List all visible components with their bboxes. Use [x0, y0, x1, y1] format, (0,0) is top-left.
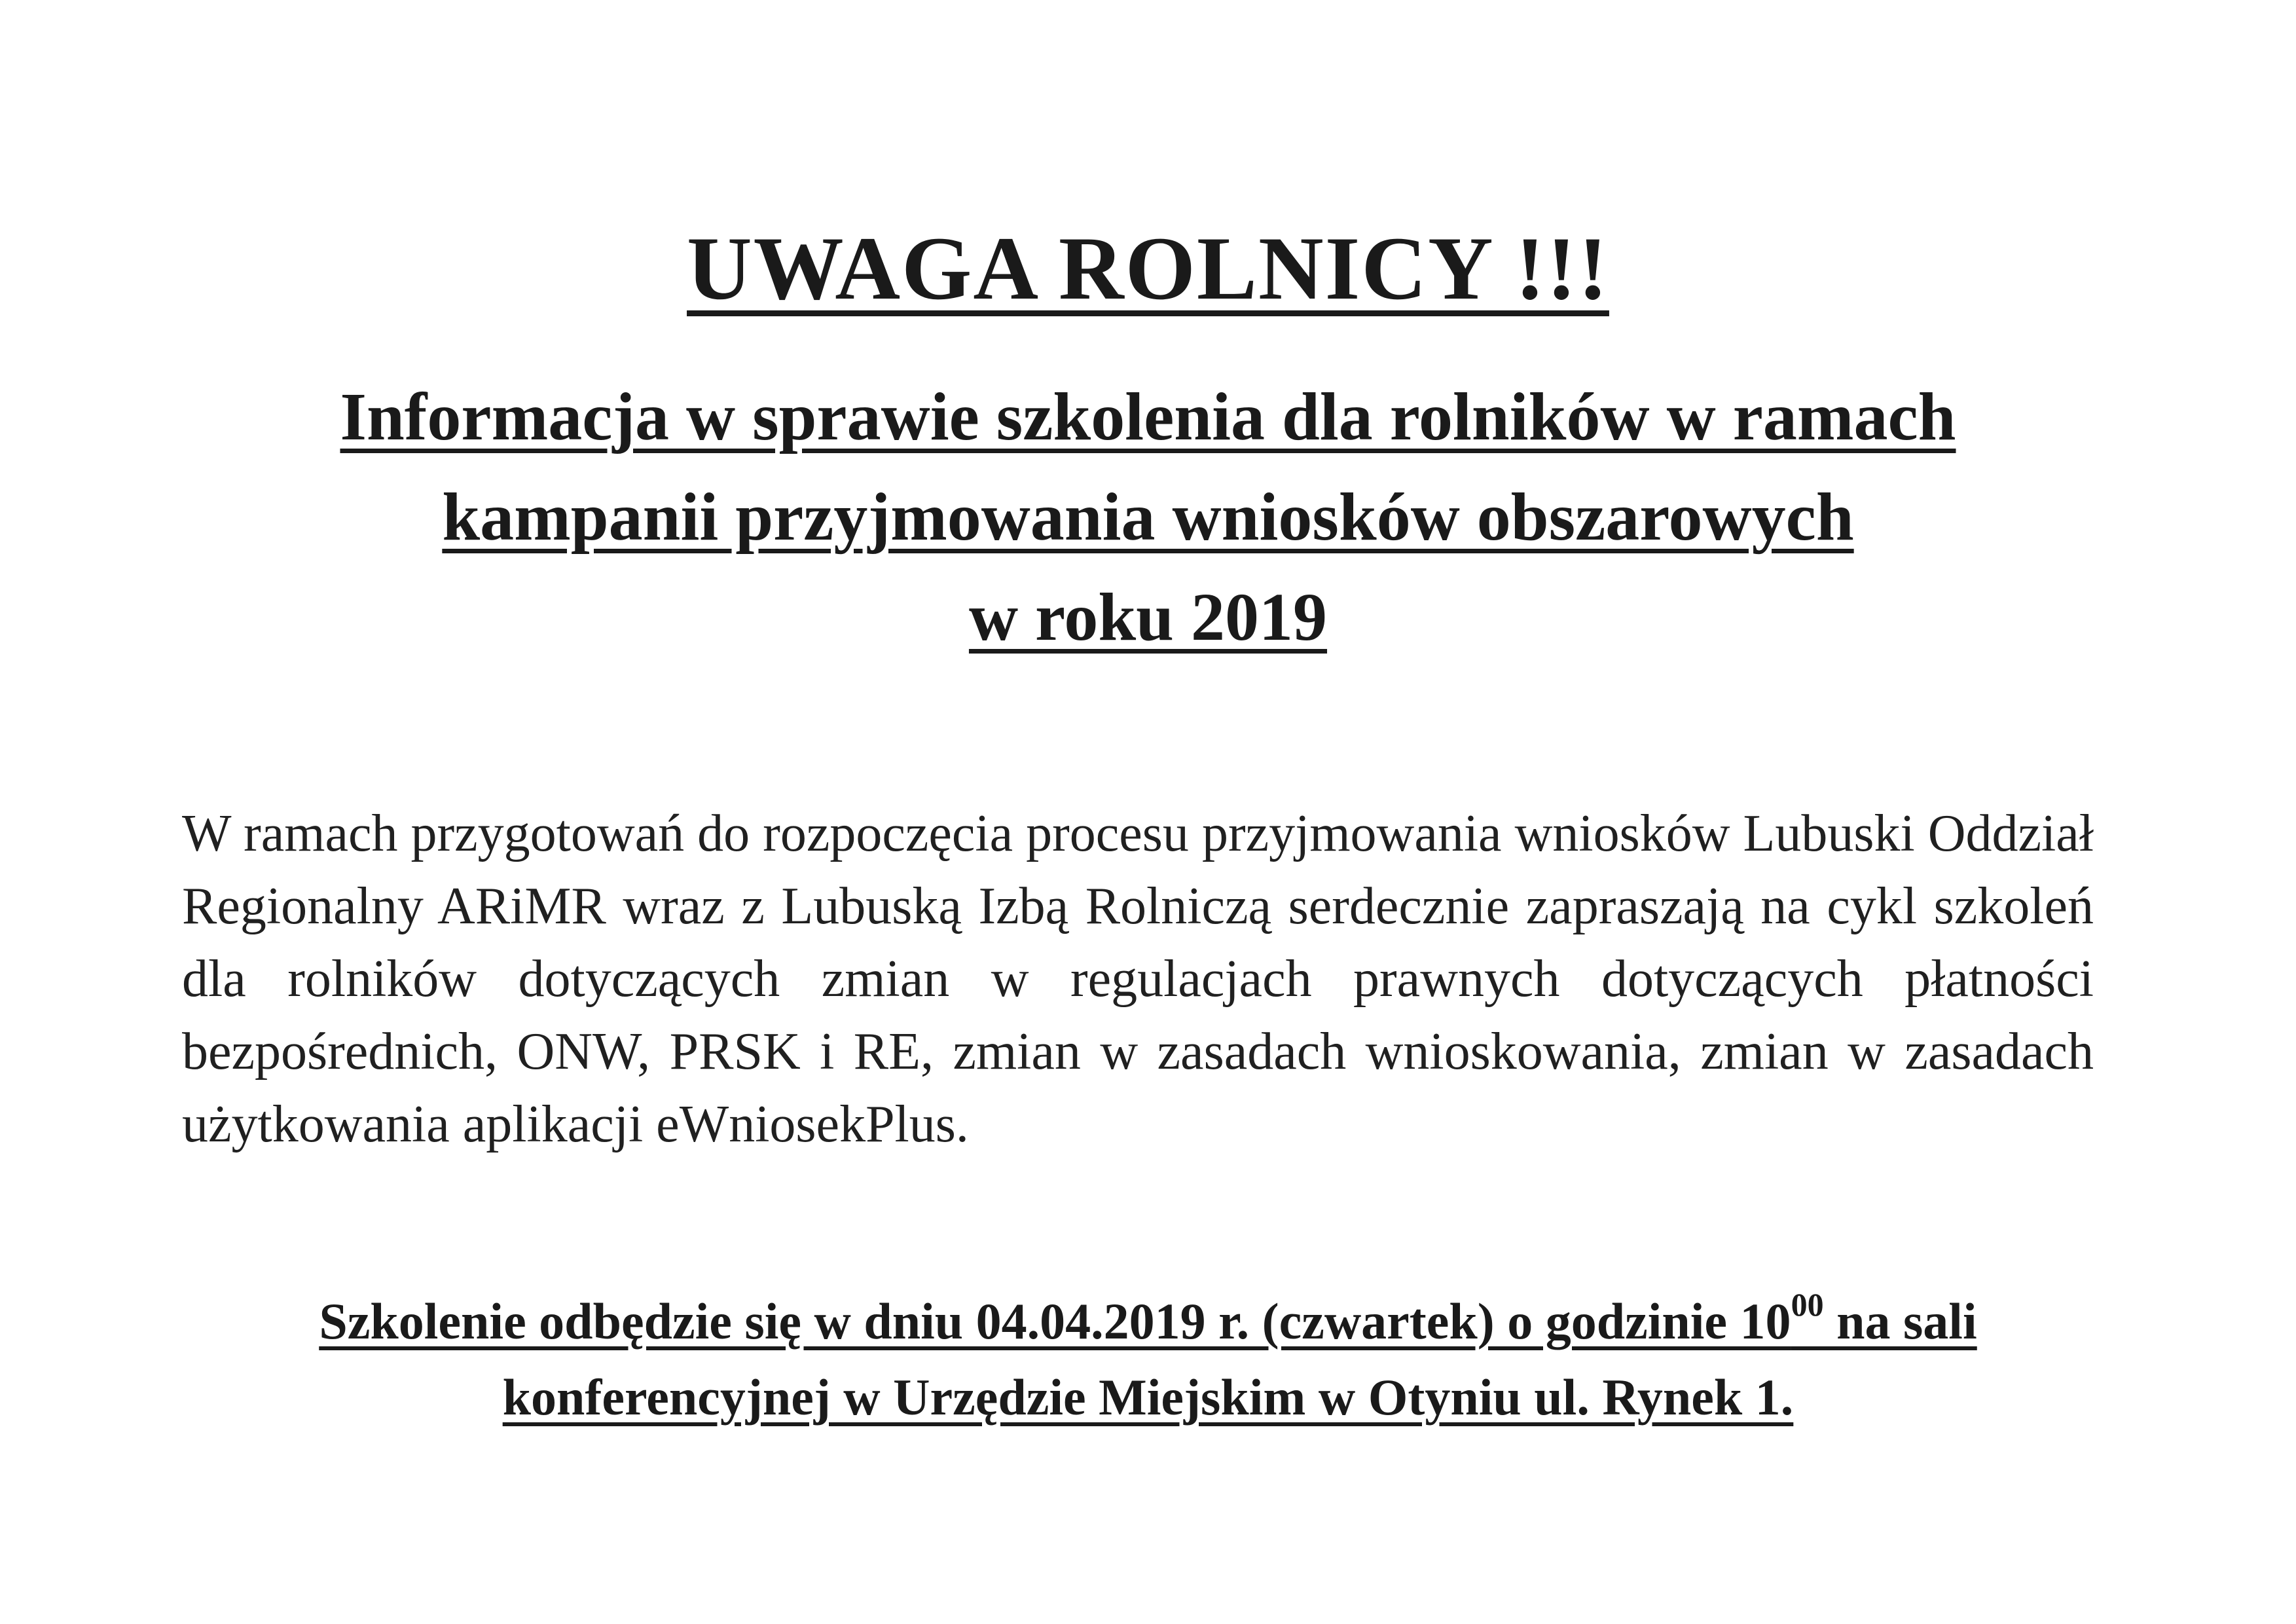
- notice-date-time: Szkolenie odbędzie się w dniu 04.04.2019 r. (czwartek) o godzinie 10: [319, 1293, 1791, 1350]
- main-title-text: UWAGA ROLNICY !!!: [687, 218, 1609, 318]
- notice-location-start: na sali: [1823, 1293, 1977, 1350]
- subtitle-line-2: kampanii przyjmowania wniosków obszarowych: [442, 479, 1854, 555]
- subtitle-line-3: w roku 2019: [968, 580, 1328, 655]
- subtitle: [0, 367, 2296, 667]
- notice-line-1: [0, 1283, 2296, 1359]
- notice-time-minutes: 00: [1791, 1286, 1824, 1323]
- subtitle-line-1: Informacja w sprawie szkolenia dla rolników w ramach: [340, 379, 1956, 454]
- notice-location: konferencyjnej w Urzędzie Miejskim w Otyniu ul. Rynek 1.: [502, 1369, 1794, 1426]
- body-paragraph: W ramach przygotowań do rozpoczęcia procesu przyjmowania wniosków Lubuski Oddział Regionalny ARiMR wraz z Lubuską Izbą Rolniczą serdecznie zapraszają na cykl szkoleń dla rolników dotyczących zmian w regulacjach prawnych dotyczących płatności bezpośrednich, ONW, PRSK i RE, zmian w zasadach wnioskowania, zmian w zasadach użytkowania aplikacji eWniosekPlus.: [182, 805, 2094, 1153]
- notice-line-2: [0, 1359, 2296, 1435]
- training-notice: [0, 1283, 2296, 1435]
- main-title: [0, 216, 2296, 321]
